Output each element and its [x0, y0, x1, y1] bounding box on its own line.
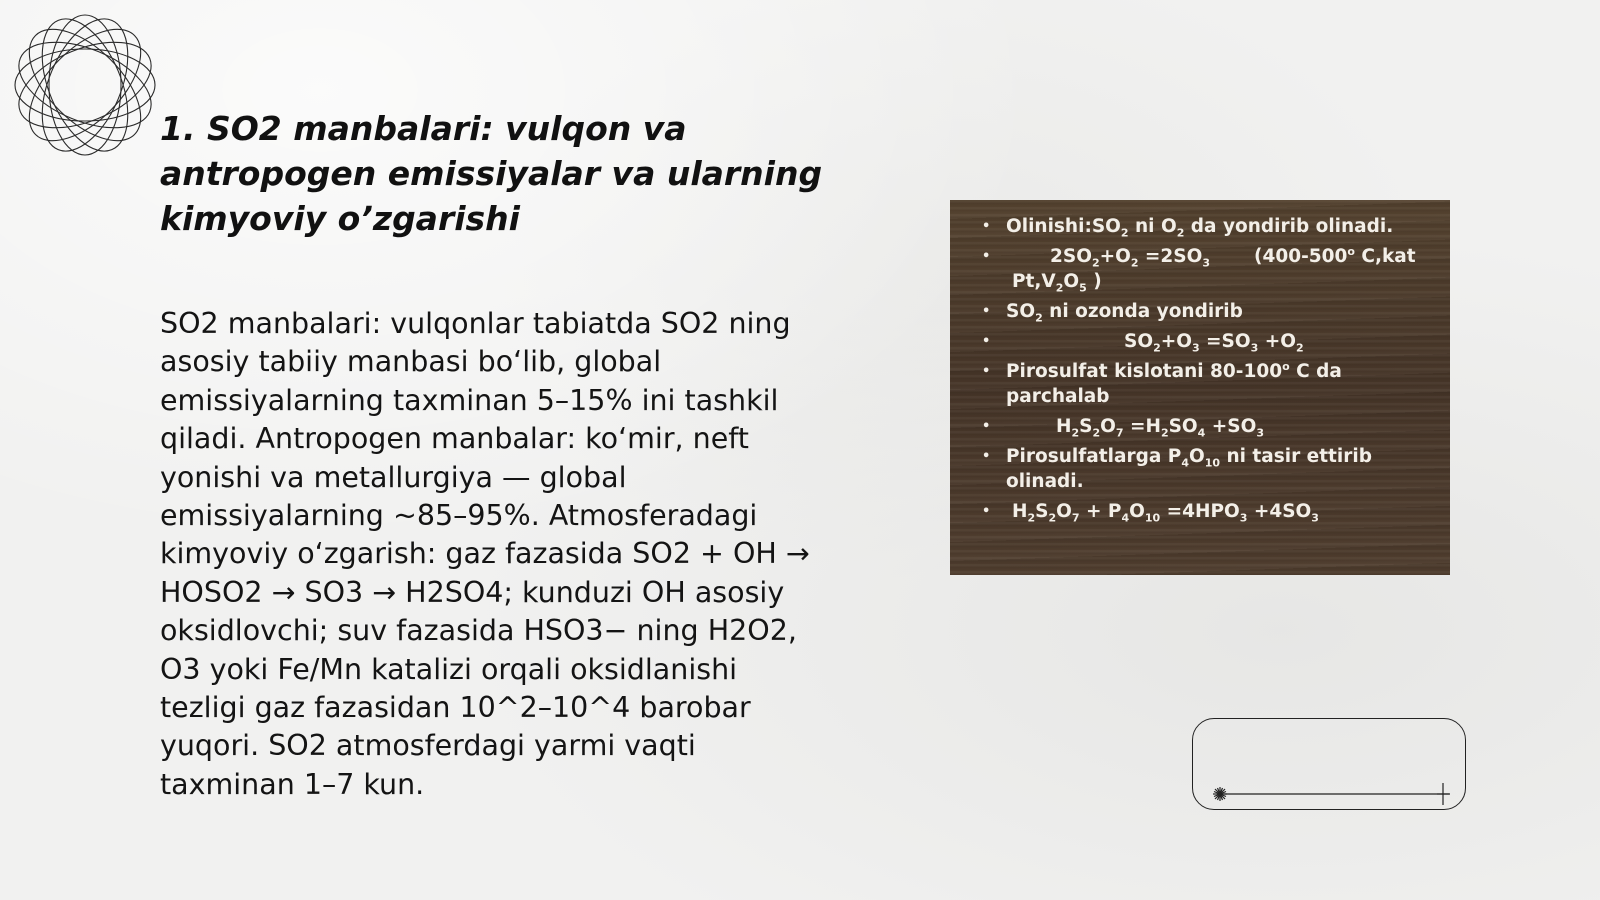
board-line: • $SO_2+O_3 =SO_3 +O_2$: [982, 329, 1432, 354]
board-line: • $SO_2$ ni ozonda yondirib: [982, 299, 1432, 324]
board-list: [982, 214, 1432, 524]
board-line: • $H_2S_2O_7 + P_4O_{10} =4HPO_3 +4SO_3$: [982, 499, 1432, 524]
board-line: • Pirosulfatlarga $P_4O_{10}$ ni tasir ettirib olinadi.: [982, 444, 1432, 494]
slide-body-text: SO2 manbalari: vulqonlar tabiatda SO2 ning asosiy tabiiy manbasi bo‘lib, global emissiyalarning taxminan 5–15% ini tashkil qiladi. Antropogen manbalar: ko‘mir, neft yonishi va metallurgiya — global emissiyalarning ~85–95%. Atmosferadagi kimyoviy o‘zgarish: gaz fazasida SO2 + OH → HOSO2 → SO3 → H2SO4; kunduzi OH asosiy oksidlovchi; suv fazasida HSO3− ning H2O2, O3 yoki Fe/Mn katalizi orqali oksidlanishi tezligi gaz fazasidan 10^2–10^4 barobar yuqori. SO2 atmosferdagi yarmi vaqti taxminan 1–7 kun.: [160, 307, 810, 801]
board-line: • $2SO_2+O_2 =2SO_3$ (400-500$^o$ C,kat $Pt,V_2O_5$ ): [982, 244, 1432, 294]
chalkboard-image: [950, 200, 1450, 575]
slide-title: 1. SO2 manbalari: vulqon va antropogen emissiyalar va ularning kimyoviy o’zgarishi: [160, 109, 823, 238]
board-line: • $H_2S_2O_7 =H_2SO_4 +SO_3$: [982, 414, 1432, 439]
board-line: • $Olinishi:SO_2$ ni $O_2$ da yondirib olinadi.: [982, 214, 1432, 239]
sparkle-line-icon: [1212, 782, 1462, 806]
board-line: • Pirosulfat kislotani 80-100$^o$ C da parchalab: [982, 359, 1432, 409]
circle-ornament-icon: [10, 10, 160, 160]
